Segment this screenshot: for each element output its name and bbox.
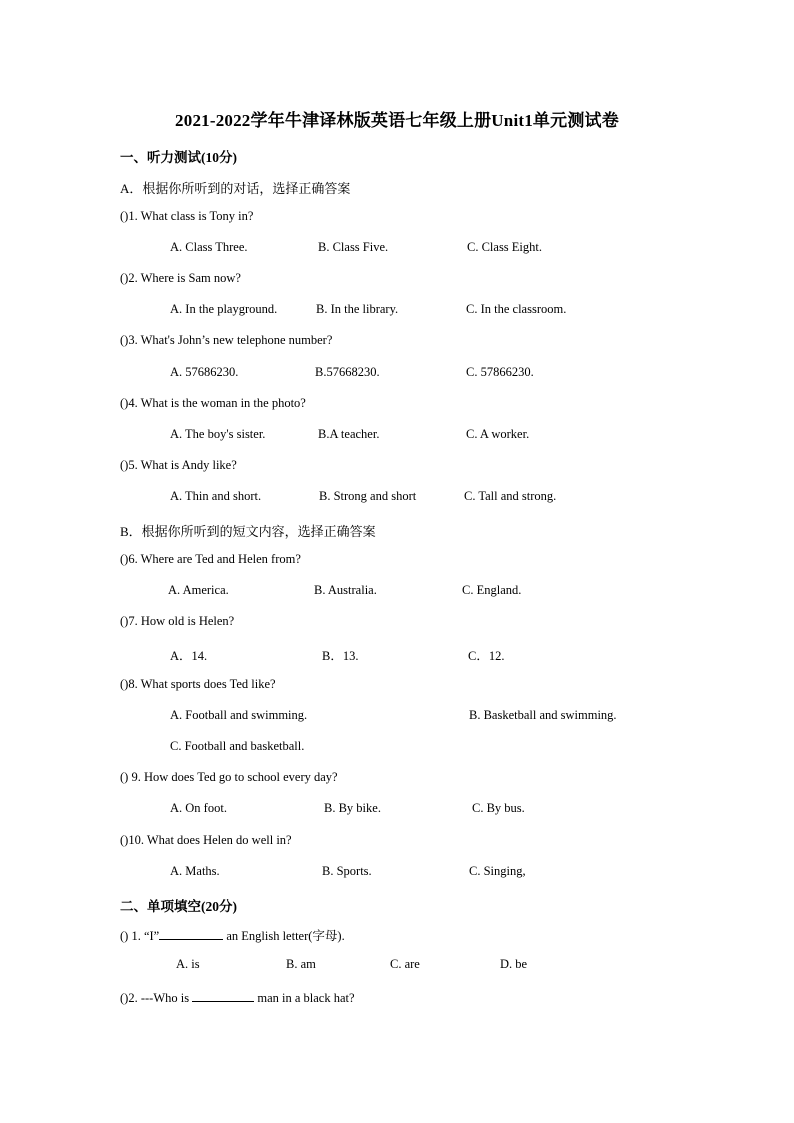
s2-question-2: ()2. ---Who is man in a black hat? <box>120 991 355 1005</box>
q4-option-b: B.A teacher. <box>318 427 380 441</box>
q1-option-b: B. Class Five. <box>318 240 389 254</box>
answer-paren[interactable]: ( <box>120 929 125 943</box>
answer-paren[interactable]: ( <box>120 991 125 1005</box>
answer-paren[interactable]: ( <box>120 209 125 223</box>
q8-option-c: C. Football and basketball. <box>170 739 305 753</box>
answer-paren[interactable]: ( <box>120 833 125 847</box>
q7-option-b: B．13. <box>322 649 359 663</box>
q7-option-a: A．14. <box>170 649 208 663</box>
answer-paren[interactable]: ( <box>120 770 125 784</box>
q4-option-c: C. A worker. <box>466 427 530 441</box>
q7-option-c: C．12. <box>468 649 505 663</box>
q5-option-c: C. Tall and strong. <box>464 489 557 503</box>
q5-option-a: A. Thin and short. <box>170 489 262 503</box>
question-10: ()10. What does Helen do well in? <box>120 833 292 847</box>
q6-option-a: A. America. <box>168 583 229 597</box>
question-9: () 9. How does Ted go to school every day? <box>120 770 338 784</box>
question-4: ()4. What is the woman in the photo? <box>120 396 306 410</box>
q3-option-c: C. 57866230. <box>466 365 534 379</box>
q9-option-a: A. On foot. <box>170 801 227 815</box>
fill-blank[interactable] <box>192 989 254 1002</box>
q8-option-a: A. Football and swimming. <box>170 708 308 722</box>
q6-option-c: C. England. <box>462 583 522 597</box>
section1-heading: 一、听力测试(10分) <box>120 150 237 165</box>
question-5: ()5. What is Andy like? <box>120 458 237 472</box>
q3-option-b: B.57668230. <box>315 365 380 379</box>
fill-blank[interactable] <box>159 927 223 940</box>
answer-paren[interactable]: ( <box>120 458 125 472</box>
s2-q1-option-b: B. am <box>286 957 316 971</box>
q1-option-c: C. Class Eight. <box>467 240 543 254</box>
section1-partB: B．根据你所听到的短文内容，选择正确答案 <box>120 524 376 539</box>
answer-paren[interactable]: ( <box>120 552 125 566</box>
section1-partA: A．根据你所听到的对话，选择正确答案 <box>120 181 351 196</box>
question-2: ()2. Where is Sam now? <box>120 271 241 285</box>
q4-option-a: A. The boy's sister. <box>170 427 266 441</box>
q10-option-a: A. Maths. <box>170 864 220 878</box>
q2-option-a: A. In the playground. <box>170 302 278 316</box>
q9-option-c: C. By bus. <box>472 801 525 815</box>
s2-question-1: () 1. “I” an English letter(字母). <box>120 929 345 943</box>
question-7: ()7. How old is Helen? <box>120 614 235 628</box>
section2-heading: 二、单项填空(20分) <box>120 899 237 914</box>
q1-option-a: A. Class Three. <box>170 240 248 254</box>
answer-paren[interactable]: ( <box>120 333 125 347</box>
s2-q1-option-c: C. are <box>390 957 420 971</box>
q8-option-b: B. Basketball and swimming. <box>469 708 617 722</box>
q5-option-b: B. Strong and short <box>319 489 417 503</box>
q10-option-c: C. Singing, <box>469 864 526 878</box>
question-1: ()1. What class is Tony in? <box>120 209 254 223</box>
answer-paren[interactable]: ( <box>120 271 125 285</box>
s2-q1-option-d: D. be <box>500 957 528 971</box>
answer-paren[interactable]: ( <box>120 614 125 628</box>
q2-option-b: B. In the library. <box>316 302 399 316</box>
page-title: 2021-2022学年牛津译林版英语七年级上册Unit1单元测试卷 <box>175 111 619 130</box>
s2-q1-option-a: A. is <box>176 957 200 971</box>
question-8: ()8. What sports does Ted like? <box>120 677 276 691</box>
q9-option-b: B. By bike. <box>324 801 381 815</box>
answer-paren[interactable]: ( <box>120 396 125 410</box>
question-6: ()6. Where are Ted and Helen from? <box>120 552 301 566</box>
q2-option-c: C. In the classroom. <box>466 302 567 316</box>
question-3: ()3. What's John’s new telephone number? <box>120 333 333 347</box>
q6-option-b: B. Australia. <box>314 583 377 597</box>
answer-paren[interactable]: ( <box>120 677 125 691</box>
q3-option-a: A. 57686230. <box>170 365 239 379</box>
q10-option-b: B. Sports. <box>322 864 372 878</box>
